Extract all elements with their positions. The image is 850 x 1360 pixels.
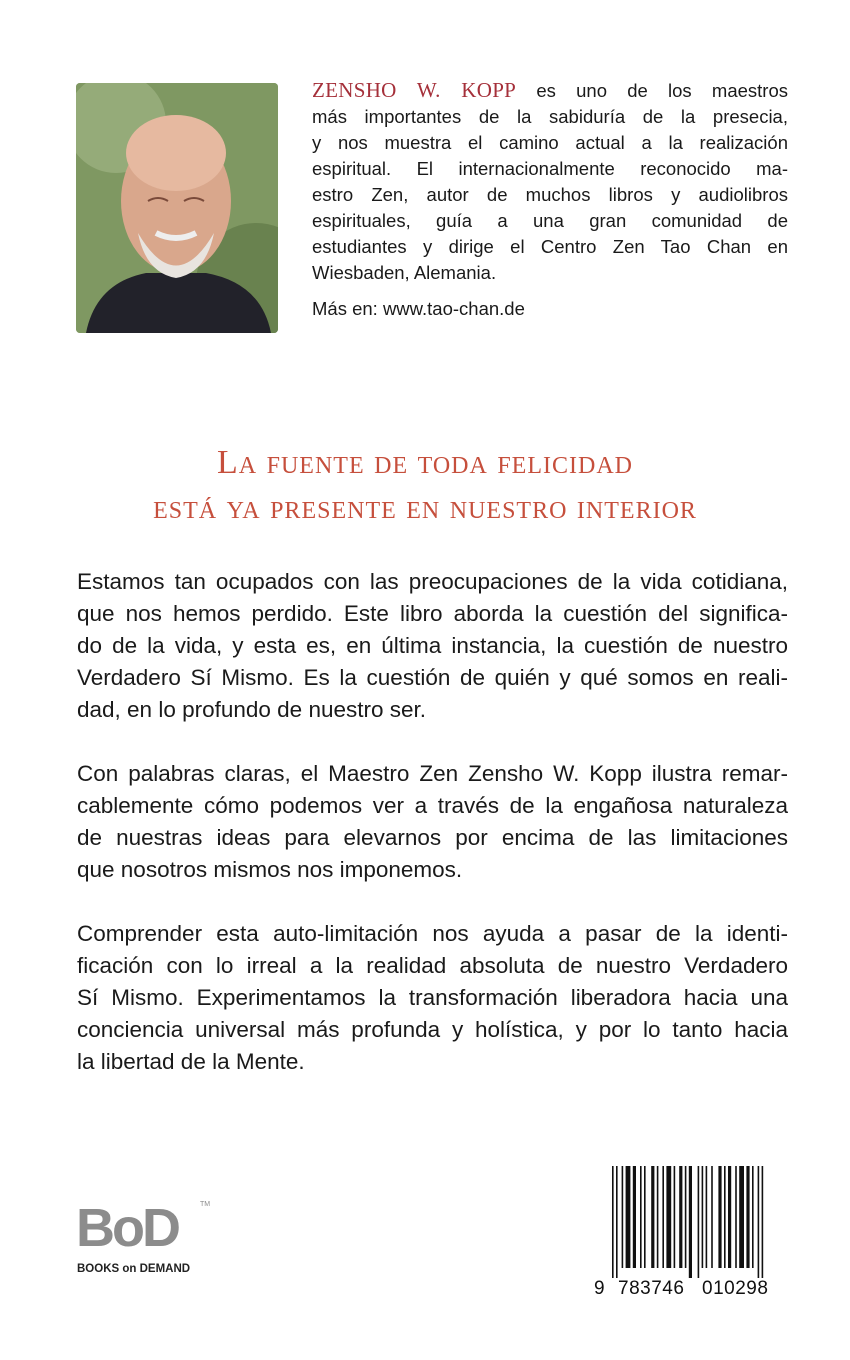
barcode-bar <box>702 1166 704 1268</box>
headline-line-2: está ya presente en nuestro interior <box>153 489 697 526</box>
barcode-bar <box>662 1166 664 1268</box>
bio-line: Wiesbaden, Alemania. <box>312 262 497 283</box>
barcode-bar <box>724 1166 726 1268</box>
publisher-name: BOOKS on DEMAND <box>77 1263 191 1275</box>
bio-line: y nos muestra el camino actual a la realización <box>312 132 788 153</box>
barcode-bar <box>689 1166 692 1278</box>
isbn-group-2: 010298 <box>702 1278 769 1299</box>
bio-line: estro Zen, autor de muchos libros y audiolibros <box>312 184 788 205</box>
blurb-line: la libertad de la Mente. <box>77 1049 305 1074</box>
author-website: Más en: www.tao-chan.de <box>312 298 525 319</box>
barcode-bar <box>706 1166 708 1268</box>
headline <box>0 440 850 530</box>
barcode-bar <box>633 1166 636 1268</box>
blurb <box>77 566 788 1110</box>
barcode-bar <box>679 1166 682 1268</box>
bio-line: estudiantes y dirige el Centro Zen Tao Chan en <box>312 236 788 257</box>
blurb-line: que nosotros mismos nos imponemos. <box>77 857 463 882</box>
isbn-group-1: 783746 <box>618 1278 685 1299</box>
author-bio <box>312 77 788 322</box>
blurb-line: Con palabras claras, el Maestro Zen Zensho W. Kopp ilustra remar- <box>77 761 788 786</box>
barcode-bar <box>728 1166 731 1268</box>
blurb-line: do de la vida, y esta es, en última instancia, la cuestión de nuestro <box>77 633 788 658</box>
bod-publisher-logo <box>76 1200 226 1278</box>
trademark-mark: TM <box>200 1201 211 1208</box>
blurb-line: Verdadero Sí Mismo. Es la cuestión de quién y qué somos en reali- <box>77 665 788 690</box>
blurb-paragraph <box>77 918 788 1078</box>
barcode-bar <box>651 1166 654 1268</box>
author-name: ZENSHO W. KOPP <box>312 78 517 102</box>
barcode-bar <box>698 1166 700 1278</box>
bio-line: espirituales, guía a una gran comunidad de <box>312 210 788 231</box>
barcode-bar <box>674 1166 676 1268</box>
barcode-bar <box>685 1166 687 1268</box>
blurb-line: dad, en lo profundo de nuestro ser. <box>77 697 427 722</box>
barcode-bars <box>588 1166 793 1278</box>
author-portrait-image <box>76 83 278 333</box>
barcode-bar <box>711 1166 713 1268</box>
bod-logo-mark: BoD <box>76 1198 178 1258</box>
barcode-bar <box>612 1166 614 1278</box>
barcode-bar <box>622 1166 624 1268</box>
blurb-line: de nuestras ideas para elevarnos por encima de las limitaciones <box>77 825 788 850</box>
barcode-bar <box>616 1166 618 1278</box>
bio-line: es uno de los maestros <box>516 80 788 101</box>
blurb-line: que nos hemos perdido. Este libro aborda la cuestión del significa- <box>77 601 788 626</box>
barcode-bar <box>758 1166 760 1278</box>
barcode-bar <box>752 1166 754 1268</box>
bio-line: más importantes de la sabiduría de la presecia, <box>312 106 788 127</box>
blurb-line: cablemente cómo podemos ver a través de la engañosa naturaleza <box>77 793 788 818</box>
blurb-line: Sí Mismo. Experimentamos la transformación liberadora hacia una <box>77 985 788 1010</box>
barcode-bar <box>718 1166 721 1268</box>
blurb-line: ficación con lo irreal a la realidad absoluta de nuestro Verdadero <box>77 953 788 978</box>
barcode-bar <box>739 1166 744 1268</box>
blurb-paragraph <box>77 758 788 886</box>
barcode-bar <box>666 1166 671 1268</box>
author-photo <box>76 83 278 333</box>
barcode-bar <box>640 1166 642 1268</box>
blurb-line: Comprender esta auto-limitación nos ayuda a pasar de la identi- <box>77 921 788 946</box>
barcode-bar <box>644 1166 646 1268</box>
barcode-bar <box>735 1166 737 1268</box>
bio-line: espiritual. El internacionalmente reconocido ma- <box>312 158 788 179</box>
blurb-paragraph <box>77 566 788 726</box>
barcode-bar <box>746 1166 749 1268</box>
blurb-line: Estamos tan ocupados con las preocupaciones de la vida cotidiana, <box>77 569 788 594</box>
isbn-barcode <box>588 1166 793 1300</box>
barcode-bar <box>626 1166 631 1268</box>
headline-line-1: La fuente de toda felicidad <box>217 444 633 481</box>
isbn-first-digit: 9 <box>594 1278 605 1299</box>
barcode-bar <box>762 1166 764 1278</box>
blurb-line: conciencia universal más profunda y holística, y por lo tanto hacia <box>77 1017 788 1042</box>
barcode-bar <box>657 1166 659 1268</box>
